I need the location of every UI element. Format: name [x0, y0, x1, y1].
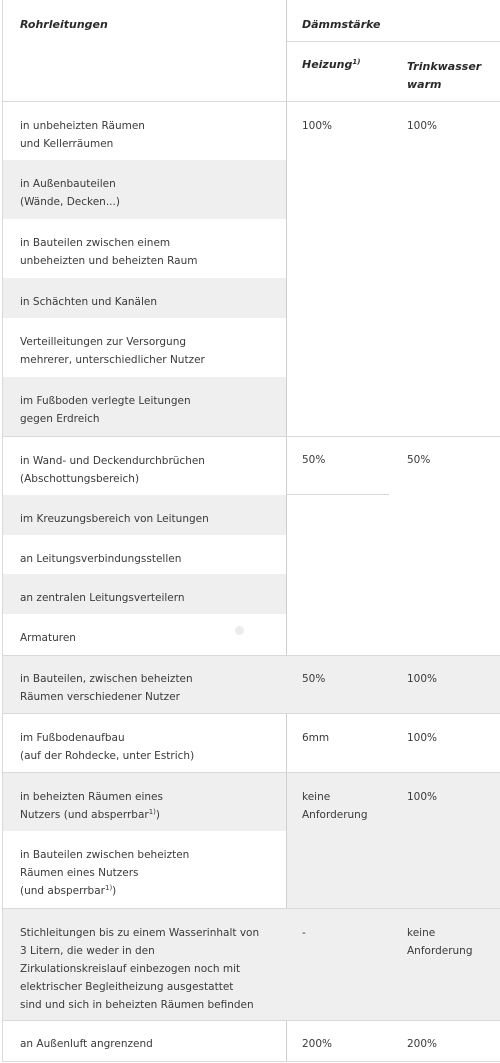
value-heizung: 200%: [302, 1038, 333, 1050]
row-label-part: ): [155, 809, 160, 821]
value-trinkwasser: 100%: [407, 673, 438, 685]
row-label: Stichleitungen bis zu einem Wasserinhalt von 3 Litern, die weder in den Zirkulationskreislauf einbezogen noch mit elektrischer Begleitheizung ausgestattet sind und sich in beheizten Räumen befinden: [20, 927, 260, 1011]
table-row: Armaturen: [20, 632, 76, 644]
value-heizung: 50%: [302, 454, 326, 466]
faint-dot: [235, 626, 244, 635]
table-row: in Bauteilen zwischen einem unbeheizten und beheizten Raum: [20, 237, 198, 267]
header-trinkwasser: Trinkwasser warm: [407, 60, 482, 91]
row-label-line: Räumen eines Nutzers: [20, 867, 139, 879]
table-row: in Wand- und Deckendurchbrüchen (Abschottungsbereich): [20, 455, 205, 485]
header-rohrleitungen: Rohrleitungen: [20, 18, 108, 31]
table-row: [3, 773, 286, 831]
insulation-table: [2, 0, 500, 1062]
row-label: in Bauteilen, zwischen beheizten Räumen verschiedener Nutzer: [20, 673, 193, 703]
table-row: im Fußbodenaufbau (auf der Rohdecke, unter Estrich): [20, 732, 195, 762]
table-row: Verteilleitungen zur Versorgung mehrerer, unterschiedlicher Nutzer: [20, 336, 205, 366]
value-heizung: 100%: [302, 120, 333, 132]
table-row: im Kreuzungsbereich von Leitungen: [3, 495, 286, 535]
table-row: in Außenbauteilen (Wände, Decken...): [3, 160, 286, 219]
value-trinkwasser: 100%: [407, 791, 438, 803]
table-row: an Außenluft angrenzend: [20, 1038, 153, 1050]
row-label-line: [20, 882, 286, 900]
header-heizung-label: Heizung: [302, 58, 353, 71]
header-heizung-footnote: 1): [352, 58, 361, 66]
value-heizung: 6mm: [302, 732, 330, 744]
value-trinkwasser: keine Anforderung: [407, 927, 473, 957]
header-daemmstaerke: Dämmstärke: [302, 18, 381, 31]
table-row: an zentralen Leitungsverteilern: [3, 574, 286, 614]
value-heizung: 50%: [302, 673, 326, 685]
row-label-part: Nutzers (und absperrbar: [20, 809, 149, 821]
value-trinkwasser: 100%: [407, 732, 438, 744]
row-label-part: ): [112, 885, 117, 897]
table-row: in unbeheizten Räumen und Kellerräumen: [20, 120, 145, 150]
row-label-line: [20, 806, 286, 824]
row-label-line: in beheizten Räumen eines: [20, 791, 163, 803]
value-trinkwasser: 100%: [407, 120, 438, 132]
value-trinkwasser: 200%: [407, 1038, 438, 1050]
table-header: [3, 0, 500, 101]
header-heizung: [302, 58, 360, 71]
value-trinkwasser: 50%: [407, 454, 431, 466]
row-label-line: in Bauteilen zwischen beheizten: [20, 849, 190, 861]
table-row: im Fußboden verlegte Leitungen gegen Erdreich: [3, 377, 286, 436]
value-heizung: -: [302, 927, 306, 939]
value-heizung: keine Anforderung: [302, 791, 368, 821]
footnote-mark: 1): [104, 884, 113, 892]
table-row: [3, 831, 286, 908]
table-row: in Schächten und Kanälen: [3, 278, 286, 318]
footnote-mark: 1): [148, 808, 156, 816]
table-row: an Leitungsverbindungsstellen: [20, 553, 182, 565]
row-label-part: (und absperrbar: [20, 885, 105, 897]
